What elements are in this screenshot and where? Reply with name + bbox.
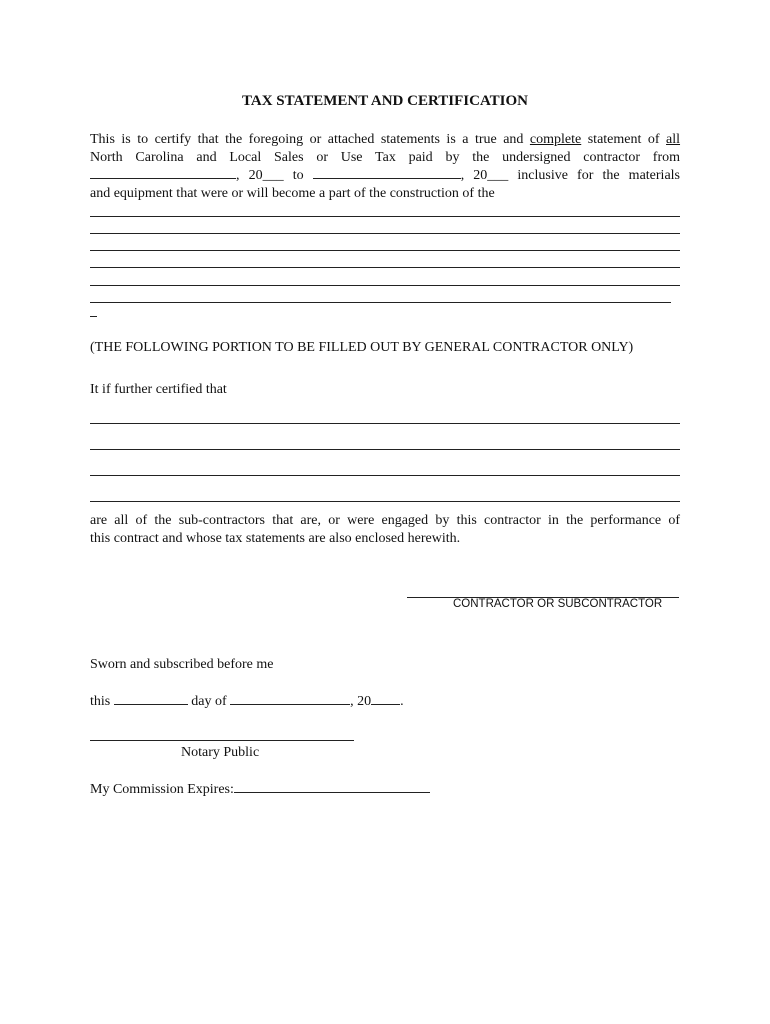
subcontractors-paragraph: [90, 512, 680, 547]
month-blank[interactable]: [230, 692, 350, 705]
intro-line-3: , 20___ to , 20___ inclusive for the materials: [90, 166, 680, 185]
contractor-signature-label: CONTRACTOR OR SUBCONTRACTOR: [453, 598, 663, 610]
commission-expires-line: My Commission Expires:: [90, 780, 430, 798]
intro-paragraph: [90, 131, 680, 202]
project-line-5[interactable]: [90, 285, 680, 286]
project-line-3[interactable]: [90, 250, 680, 251]
project-line-6[interactable]: [90, 302, 671, 303]
commission-expires-blank[interactable]: [234, 780, 430, 793]
subcontractor-line-1[interactable]: [90, 423, 680, 424]
day-blank[interactable]: [114, 692, 188, 705]
year-blank[interactable]: [371, 692, 400, 705]
intro-line-4: and equipment that were or will become a part of the construction of the: [90, 185, 495, 201]
general-contractor-note: (THE FOLLOWING PORTION TO BE FILLED OUT BY GENERAL CONTRACTOR ONLY): [90, 340, 634, 355]
project-line-4[interactable]: [90, 267, 680, 268]
subcontractors-line-2: this contract and whose tax statements are also enclosed herewith.: [90, 530, 461, 546]
notary-public-label: Notary Public: [181, 745, 260, 760]
notary-signature-line[interactable]: [90, 740, 354, 741]
subcontractor-line-3[interactable]: [90, 475, 680, 476]
all-word: all: [666, 132, 681, 147]
complete-word: complete: [529, 132, 582, 147]
project-line-1[interactable]: [90, 216, 680, 217]
to-date-blank[interactable]: [313, 166, 461, 179]
document-title: TAX STATEMENT AND CERTIFICATION: [241, 93, 529, 109]
project-line-dash: [90, 316, 97, 317]
subcontractor-line-4[interactable]: [90, 501, 680, 502]
subcontractors-line-1: are all of the sub-contractors that are, or were engaged by this contractor in the performance of: [90, 513, 680, 528]
sworn-label: Sworn and subscribed before me: [90, 657, 274, 672]
notary-date-line: this day of , 20 .: [90, 694, 404, 709]
intro-line-2: North Carolina and Local Sales or Use Tax paid by the undersigned contractor from: [90, 149, 680, 165]
intro-line-1: This is to certify that the foregoing or attached statements is a true and complete statement of all: [90, 132, 681, 147]
subcontractor-line-2[interactable]: [90, 449, 680, 450]
from-date-blank[interactable]: [90, 166, 236, 179]
project-line-2[interactable]: [90, 233, 680, 234]
further-certified-label: It if further certified that: [90, 382, 227, 397]
